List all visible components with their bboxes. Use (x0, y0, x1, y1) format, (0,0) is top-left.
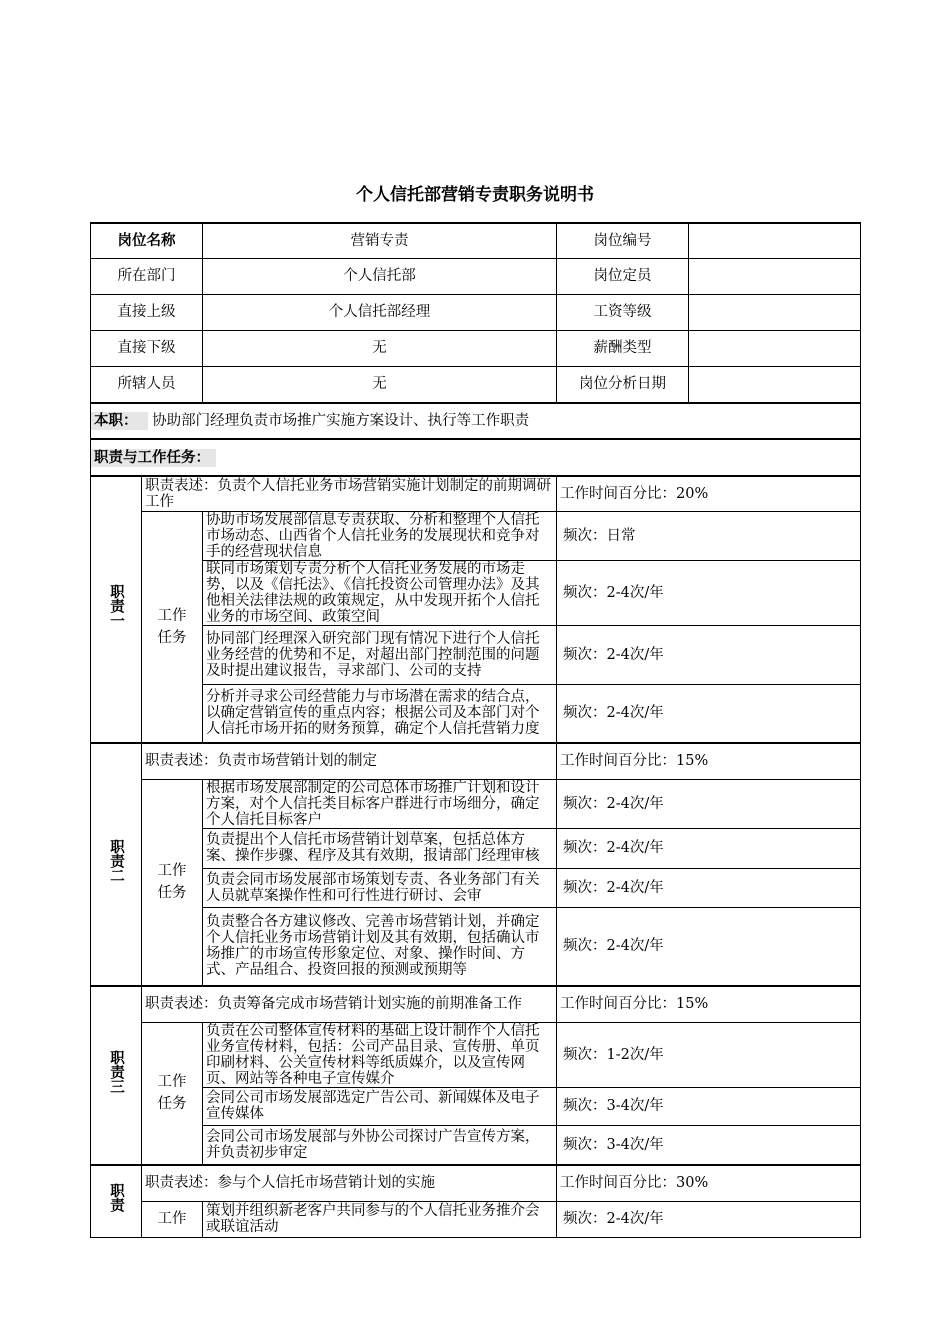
headcount-label: 岗位定员 (557, 258, 689, 294)
task-row (91, 625, 861, 684)
task-text: 会同公司市场发展部与外协公司探讨广告宣传方案，并负责初步审定 (203, 1125, 557, 1165)
work-task-label: 工作任务 (142, 779, 203, 986)
supervisor-label: 直接上级 (91, 294, 203, 330)
task-row (91, 684, 861, 743)
headcount-value (689, 258, 861, 294)
duty-one-desc: 职责表述：负责个人信托业务市场营销实施计划制定的前期调研工作 (142, 476, 557, 511)
task-frequency: 频次：2-4次/年 (557, 868, 861, 907)
duties-header: 职责与工作任务： (91, 449, 216, 467)
task-frequency: 频次：1-2次/年 (557, 1022, 861, 1087)
position-name-label: 岗位名称 (91, 223, 203, 258)
task-row (91, 907, 861, 986)
duty-two-desc: 职责表述：负责市场营销计划的制定 (142, 743, 557, 779)
task-frequency: 频次：2-4次/年 (557, 1201, 861, 1237)
task-row (91, 1125, 861, 1165)
task-text: 策划并组织新老客户共同参与的个人信托业务推介会或联谊活动 (203, 1201, 557, 1237)
task-frequency: 频次：2-4次/年 (557, 779, 861, 828)
duty-desc-row (91, 743, 861, 779)
department-value: 个人信托部 (203, 258, 557, 294)
duty-three-desc: 职责表述：负责筹备完成市场营销计划实施的前期准备工作 (142, 986, 557, 1022)
core-duty-label: 本职： (91, 412, 148, 430)
task-text: 会同公司市场发展部选定广告公司、新闻媒体及电子宣传媒体 (203, 1087, 557, 1125)
duty-three-label: 职责三 (91, 986, 142, 1165)
duty-two-label: 职责二 (91, 743, 142, 986)
info-row (91, 223, 861, 258)
analysis-date-label: 岗位分析日期 (557, 366, 689, 403)
duties-header-row (91, 439, 861, 476)
info-row (91, 258, 861, 294)
task-text: 分析并寻求公司经营能力与市场潜在需求的结合点，以确定营销宣传的重点内容；根据公司及本部门对个人信托市场开拓的财务预算，确定个人信托营销力度 (203, 684, 557, 743)
info-row (91, 294, 861, 330)
duty-desc-row (91, 476, 861, 511)
task-row (91, 1087, 861, 1125)
task-text: 负责提出个人信托市场营销计划草案，包括总体方案、操作步骤、程序及其有效期，报请部门经理审核 (203, 828, 557, 868)
salary-grade-value (689, 294, 861, 330)
staff-value: 无 (203, 366, 557, 403)
task-frequency: 频次：2-4次/年 (557, 684, 861, 743)
task-row (91, 1201, 861, 1237)
task-frequency: 频次：2-4次/年 (557, 560, 861, 625)
task-text: 负责会同市场发展部市场策划专责、各业务部门有关人员就草案操作性和可行性进行研讨、会审 (203, 868, 557, 907)
core-duty-text: 协助部门经理负责市场推广实施方案设计、执行等工作职责 (152, 413, 530, 429)
duty-two-pct: 工作时间百分比：15% (557, 743, 861, 779)
task-text: 联同市场策划专责分析个人信托业务发展的市场走势，以及《信托法》、《信托投资公司管理办法》及其他相关法律法规的政策规定，从中发现开拓个人信托业务的市场空间、政策空间 (203, 560, 557, 625)
page-title: 个人信托部营销专责职务说明书 (356, 185, 594, 205)
task-row (91, 868, 861, 907)
task-frequency: 频次：2-4次/年 (557, 828, 861, 868)
info-row (91, 366, 861, 403)
work-task-label: 工作 (142, 1201, 203, 1237)
task-row (91, 828, 861, 868)
task-row (91, 560, 861, 625)
duty-four-label: 职责 (91, 1165, 142, 1237)
task-row (91, 1022, 861, 1087)
pay-type-label: 薪酬类型 (557, 330, 689, 366)
duty-desc-row (91, 1165, 861, 1201)
task-frequency: 频次：3-4次/年 (557, 1087, 861, 1125)
duty-one-label: 职责一 (91, 476, 142, 743)
info-row (91, 330, 861, 366)
pay-type-value (689, 330, 861, 366)
task-frequency: 频次：3-4次/年 (557, 1125, 861, 1165)
duty-one-pct: 工作时间百分比：20% (557, 476, 861, 511)
task-frequency: 频次：2-4次/年 (557, 907, 861, 986)
duty-desc-row (91, 986, 861, 1022)
core-duty-row (91, 403, 861, 439)
work-task-label: 工作任务 (142, 511, 203, 743)
task-text: 负责整合各方建议修改、完善市场营销计划，并确定个人信托业务市场营销计划及其有效期，包括确认市场推广的市场宣传形象定位、对象、操作时间、方式、产品组合、投资回报的预测或预期等 (203, 907, 557, 986)
salary-grade-label: 工资等级 (557, 294, 689, 330)
staff-label: 所辖人员 (91, 366, 203, 403)
position-id-label: 岗位编号 (557, 223, 689, 258)
task-row (91, 511, 861, 560)
task-text: 协同部门经理深入研究部门现有情况下进行个人信托业务经营的优势和不足，对超出部门控制范围的问题及时提出建议报告，寻求部门、公司的支持 (203, 625, 557, 684)
duty-four-pct: 工作时间百分比：30% (557, 1165, 861, 1201)
position-name-value: 营销专责 (203, 223, 557, 258)
analysis-date-value (689, 366, 861, 403)
subordinate-label: 直接下级 (91, 330, 203, 366)
job-description-table (90, 222, 861, 1238)
task-frequency: 频次：日常 (557, 511, 861, 560)
task-text: 根据市场发展部制定的公司总体市场推广计划和设计方案，对个人信托类目标客户群进行市场细分，确定个人信托目标客户 (203, 779, 557, 828)
duty-three-pct: 工作时间百分比：15% (557, 986, 861, 1022)
department-label: 所在部门 (91, 258, 203, 294)
task-frequency: 频次：2-4次/年 (557, 625, 861, 684)
duty-four-desc: 职责表述：参与个人信托市场营销计划的实施 (142, 1165, 557, 1201)
subordinate-value: 无 (203, 330, 557, 366)
task-text: 负责在公司整体宣传材料的基础上设计制作个人信托业务宣传材料，包括：公司产品目录、宣传册、单页印刷材料、公关宣传材料等纸质媒介，以及宣传网页、网站等各种电子宣传媒介 (203, 1022, 557, 1087)
task-row (91, 779, 861, 828)
task-text: 协助市场发展部信息专责获取、分析和整理个人信托市场动态、山西省个人信托业务的发展现状和竞争对手的经营现状信息 (203, 511, 557, 560)
position-id-value (689, 223, 861, 258)
work-task-label: 工作任务 (142, 1022, 203, 1165)
supervisor-value: 个人信托部经理 (203, 294, 557, 330)
